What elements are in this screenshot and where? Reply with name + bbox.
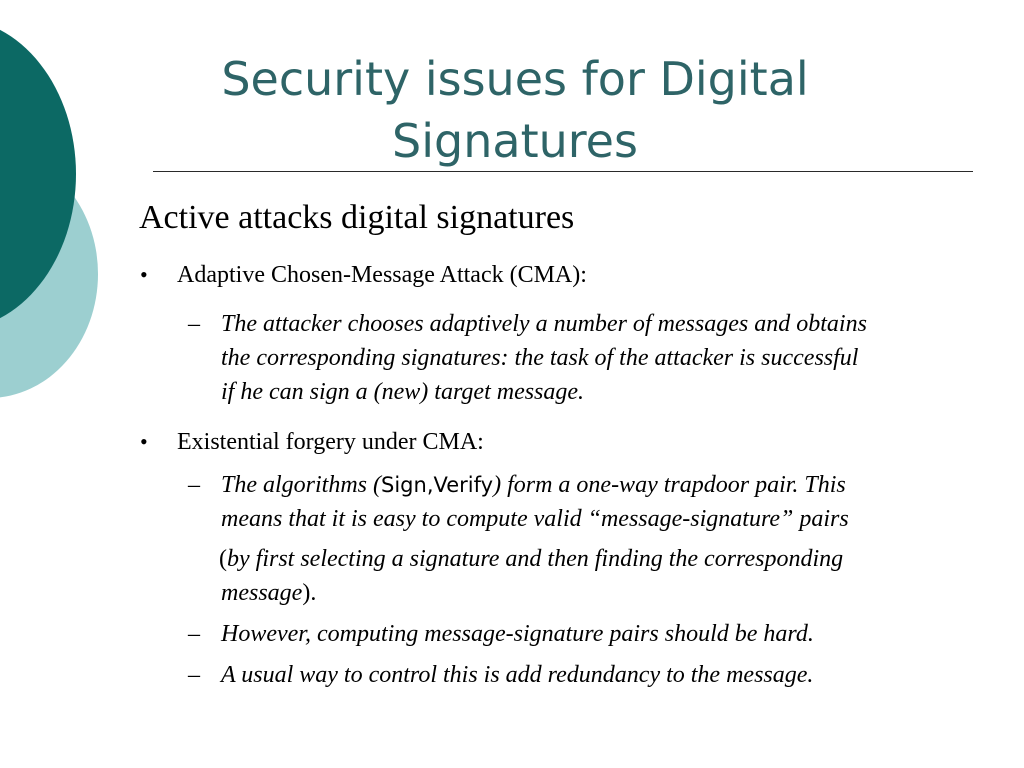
text-line: the corresponding signatures: the task of the attacker is successful bbox=[221, 345, 859, 371]
text-line: The attacker chooses adaptively a number of messages and obtains bbox=[221, 311, 867, 337]
sub-bullet-hard: However, computing message-signature pairs should be hard. bbox=[221, 621, 814, 647]
title-line-2: Signatures bbox=[392, 114, 638, 168]
text-line: means that it is easy to compute valid “message-signature” pairs bbox=[221, 506, 849, 532]
sub-bullet-redundancy: A usual way to control this is add redundancy to the message. bbox=[221, 662, 814, 688]
code-sign-verify: Sign,Verify bbox=[381, 473, 494, 497]
sub-bullet-marker: – bbox=[188, 311, 200, 337]
sub-bullet-marker: – bbox=[188, 472, 200, 498]
paren-open: ( bbox=[219, 546, 227, 572]
paren-close: ). bbox=[302, 580, 317, 606]
sub-bullet-cma-description bbox=[221, 307, 1001, 409]
text-line: message bbox=[221, 580, 303, 606]
text-line: if he can sign a (new) target message. bbox=[221, 379, 585, 405]
sub-bullet-marker: – bbox=[188, 662, 200, 688]
section-heading: Active attacks digital signatures bbox=[139, 199, 575, 236]
sub-bullet-continuation bbox=[219, 542, 999, 610]
text-line: by first selecting a signature and then finding the corresponding bbox=[227, 546, 844, 572]
bullet-cma: Adaptive Chosen-Message Attack (CMA): bbox=[177, 262, 587, 288]
bullet-marker: • bbox=[140, 262, 148, 287]
bullet-existential-forgery: Existential forgery under CMA: bbox=[177, 429, 484, 455]
sub-bullet-marker: – bbox=[188, 621, 200, 647]
title-line-1: Security issues for Digital bbox=[221, 52, 809, 106]
text-fragment: ) form a one-way trapdoor pair. This bbox=[493, 472, 846, 498]
sub-bullet-algorithms bbox=[221, 468, 1001, 536]
text-fragment: The algorithms ( bbox=[221, 472, 382, 498]
bullet-marker: • bbox=[140, 429, 148, 454]
